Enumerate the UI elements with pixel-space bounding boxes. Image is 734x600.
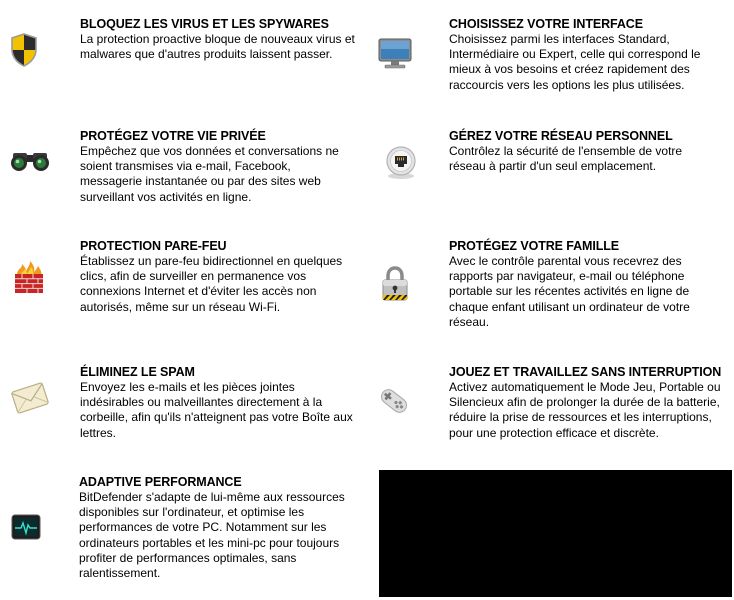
padlock-icon	[380, 266, 410, 302]
feature-title: ÉLIMINEZ LE SPAM	[80, 365, 195, 379]
feature-title: BLOQUEZ LES VIRUS ET LES SPYWARES	[80, 17, 329, 31]
feature-description: Choisissez parmi les interfaces Standard, Intermédiaire ou Expert, celle qui correspond le mieux à vos besoins et créez rapidement des raccourcis vers les options les plus utilisées.	[449, 32, 701, 92]
feature-title: GÉREZ VOTRE RÉSEAU PERSONNEL	[449, 129, 673, 143]
feature-description: La protection proactive bloque de nouveaux virus et malwares que d'autres produits laissent passer.	[80, 32, 355, 62]
feature-description: Contrôlez la sécurité de l'ensemble de votre réseau à partir d'un seul emplacement.	[449, 144, 683, 174]
feature-title: PROTECTION PARE-FEU	[80, 239, 227, 253]
feature-description: Avec le contrôle parental vous recevrez des rapports par navigateur, e-mail ou téléphone portable sur les récentes activités en ligne de chaque enfant utilisant un ordinateur de votre réseau.	[449, 254, 690, 329]
feature-description: Établissez un pare-feu bidirectionnel en quelques clics, afin de surveiller en permanence vos connexions Internet et d'éviter les accès non autorisés, même sur un réseau Wi-Fi.	[80, 254, 343, 314]
shield-icon	[9, 32, 39, 68]
envelope-icon	[9, 380, 51, 416]
performance-monitor-icon	[11, 514, 41, 540]
feature-title: PROTÉGEZ VOTRE VIE PRIVÉE	[80, 129, 266, 143]
black-panel	[379, 470, 732, 597]
feature-description: Activez automatiquement le Mode Jeu, Portable ou Silencieux afin de prolonger la durée de la batterie, réduire la prise de ressources et les interruptions, pour une protection efficace et discrète.	[449, 380, 721, 440]
firewall-icon	[13, 260, 45, 294]
feature-title: ADAPTIVE PERFORMANCE	[79, 475, 242, 489]
feature-title: PROTÉGEZ VOTRE FAMILLE	[449, 239, 620, 253]
feature-description: Envoyez les e-mails et les pièces jointes indésirables ou malveillantes directement à la corbeille, afin qu'ils n'atteignent pas votre Boîte aux lettres.	[80, 380, 353, 440]
feature-title: CHOISISSEZ VOTRE INTERFACE	[449, 17, 643, 31]
network-port-icon	[384, 145, 418, 181]
binoculars-icon	[9, 150, 51, 172]
monitor-icon	[378, 38, 412, 70]
feature-description: BitDefender s'adapte de lui-même aux ressources disponibles sur l'ordinateur, et optimise les performances de votre PC. Notamment sur les ordinateurs portables et les mini-pc pour toujours profiter de performances optimales, sans ralentissement.	[79, 490, 345, 581]
feature-description: Empêchez que vos données et conversations ne soient transmises via e-mail, Facebook, messagerie instantanée ou par des sites web surveillant vos activités en ligne.	[80, 144, 339, 204]
feature-title: JOUEZ ET TRAVAILLEZ SANS INTERRUPTION	[449, 365, 722, 379]
gamepad-icon	[377, 384, 411, 418]
